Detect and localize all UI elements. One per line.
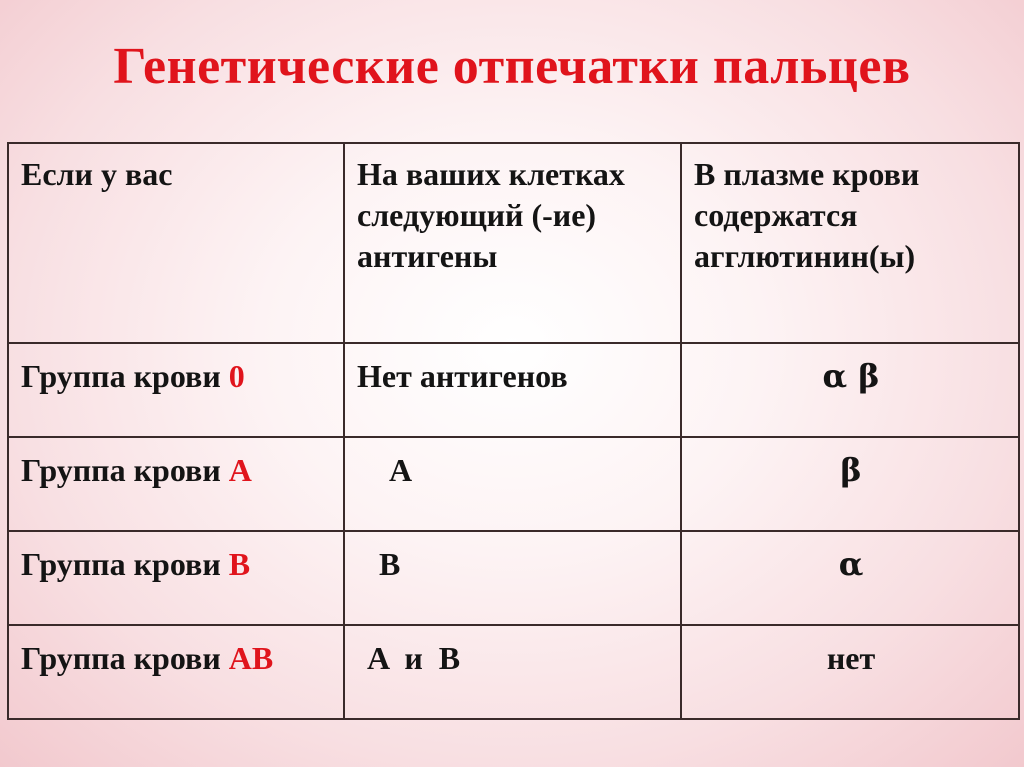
antigens-cell: Нет антигенов xyxy=(344,343,681,437)
agglutinins-cell: α β xyxy=(681,343,1019,437)
blood-group-value: A xyxy=(228,452,252,488)
agglutinins-cell: β xyxy=(681,437,1019,531)
header-antigens-on-cells: На ваших клетках следующий (-ие) антигены xyxy=(344,143,681,343)
table-header-row xyxy=(8,143,1019,343)
table-row xyxy=(8,343,1019,437)
header-plasma-agglutinins: В плазме крови содержатся агглютинин(ы) xyxy=(681,143,1019,343)
blood-group-prefix: Группа крови xyxy=(21,546,221,582)
blood-group-cell xyxy=(8,625,344,719)
header-if-you-have: Если у вас xyxy=(8,143,344,343)
table-row xyxy=(8,625,1019,719)
blood-group-cell xyxy=(8,531,344,625)
blood-group-cell xyxy=(8,343,344,437)
blood-group-value: B xyxy=(228,546,251,582)
blood-group-prefix: Группа крови xyxy=(21,358,221,394)
agglutinins-cell: нет xyxy=(681,625,1019,719)
slide-title: Генетические отпечатки пальцев xyxy=(113,38,911,95)
antigens-cell: A xyxy=(344,437,681,531)
blood-group-value: 0 xyxy=(228,358,245,394)
blood-group-prefix: Группа крови xyxy=(21,640,221,676)
agglutinins-cell: α xyxy=(681,531,1019,625)
blood-group-prefix: Группа крови xyxy=(21,452,221,488)
antigens-cell: A и B xyxy=(344,625,681,719)
blood-group-cell xyxy=(8,437,344,531)
table-row xyxy=(8,437,1019,531)
blood-group-value: AB xyxy=(228,640,274,676)
antigens-cell: B xyxy=(344,531,681,625)
blood-type-table xyxy=(7,142,1020,720)
table-row xyxy=(8,531,1019,625)
